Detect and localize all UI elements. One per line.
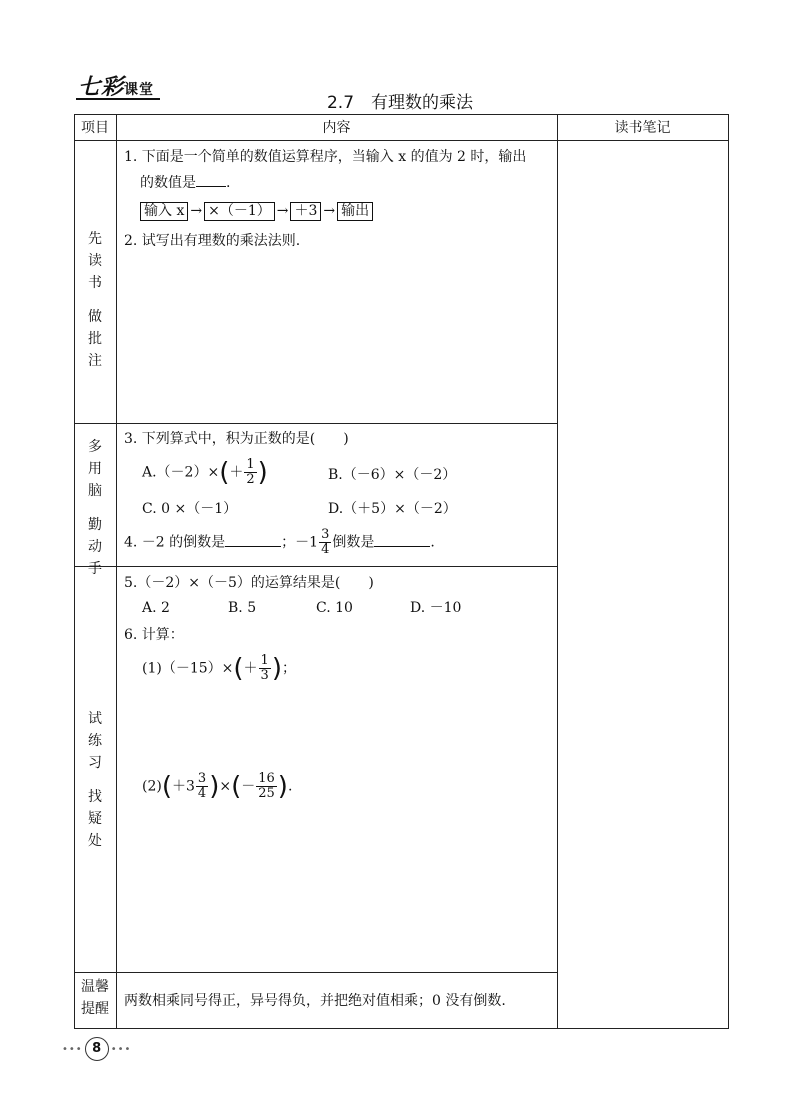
q5-stem: 5.（－2）×（－5）的运算结果是( ) xyxy=(124,575,374,591)
flow-input-box: 输入 x xyxy=(140,202,188,221)
fraction: $\frac{16}{25}$ xyxy=(258,771,275,801)
fraction: $\frac{1}{2}$ xyxy=(246,457,255,487)
header-content: 内容 xyxy=(322,120,351,136)
flow-arrow: → xyxy=(323,203,336,219)
q6-part2: (2)(＋3 $\frac{3}{4}$ )×(－ $\frac{16}{25}$ ). xyxy=(142,771,293,802)
section-label-3: 试 练 习 找 疑 处 xyxy=(88,711,102,849)
q5-option-a[interactable]: A. 2 xyxy=(142,600,170,616)
q4-text: 4. －2 的倒数是 ；－1 $\frac{3}{4}$ 倒数是 . xyxy=(124,527,435,557)
flow-arrow: → xyxy=(276,203,289,219)
q5-option-c[interactable]: C. 10 xyxy=(316,600,353,616)
q3-option-a[interactable]: A.（－2）×(＋ $\frac{1}{2}$ ) xyxy=(142,457,268,488)
q1-line1: 1. 下面是一个简单的数值运算程序，当输入 x 的值为 2 时，输出 xyxy=(124,149,527,165)
section-label-1: 先 读 书 做 批 注 xyxy=(88,231,102,369)
q3-option-b[interactable]: B.（－6）×（－2） xyxy=(328,467,457,483)
section-label-4: 温馨 提醒 xyxy=(81,979,109,1017)
flow-output-box: 输出 xyxy=(337,202,373,221)
q2-text: 2. 试写出有理数的乘法法则. xyxy=(124,233,301,249)
q1-flowchart xyxy=(140,200,373,222)
q1-answer-blank[interactable] xyxy=(196,172,226,187)
q5-option-b[interactable]: B. 5 xyxy=(228,600,257,616)
q4-blank-2[interactable] xyxy=(374,532,430,547)
section-label-2: 多 用 脑 勤 动 手 xyxy=(88,439,102,577)
q6-part1: (1)（－15）×(＋ $\frac{1}{3}$ )； xyxy=(142,653,296,684)
tip-text: 两数相乘同号得正，异号得负，并把绝对值相乘；0 没有倒数. xyxy=(124,993,506,1009)
q6-stem: 6. 计算： xyxy=(124,627,184,643)
flow-arrow: → xyxy=(190,203,203,219)
fraction: $\frac{1}{3}$ xyxy=(260,653,269,683)
header-item: 项目 xyxy=(81,120,109,136)
brand-big: 七彩 xyxy=(78,75,125,100)
q5-option-d[interactable]: D. －10 xyxy=(410,600,462,616)
header-notes: 读书笔记 xyxy=(614,120,671,136)
flow-add-box: ＋3 xyxy=(290,202,321,221)
page-title: 2.7 有理数的乘法 xyxy=(326,93,474,113)
fraction: $\frac{3}{4}$ xyxy=(321,527,330,557)
flow-multiply-box: ×（－1） xyxy=(204,202,275,221)
page-number: ••• 8 ••• xyxy=(62,1037,131,1061)
q3-option-c[interactable]: C. 0 ×（－1） xyxy=(142,501,238,517)
q3-option-d[interactable]: D.（＋5）×（－2） xyxy=(328,501,457,517)
q4-blank-1[interactable] xyxy=(225,532,281,547)
q1-line2: 的数值是 . xyxy=(140,172,230,194)
brand-small: 课堂 xyxy=(124,82,155,98)
q3-stem: 3. 下列算式中，积为正数的是( ) xyxy=(124,431,349,447)
fraction: $\frac{3}{4}$ xyxy=(197,771,207,801)
notes-area[interactable] xyxy=(558,141,728,1028)
